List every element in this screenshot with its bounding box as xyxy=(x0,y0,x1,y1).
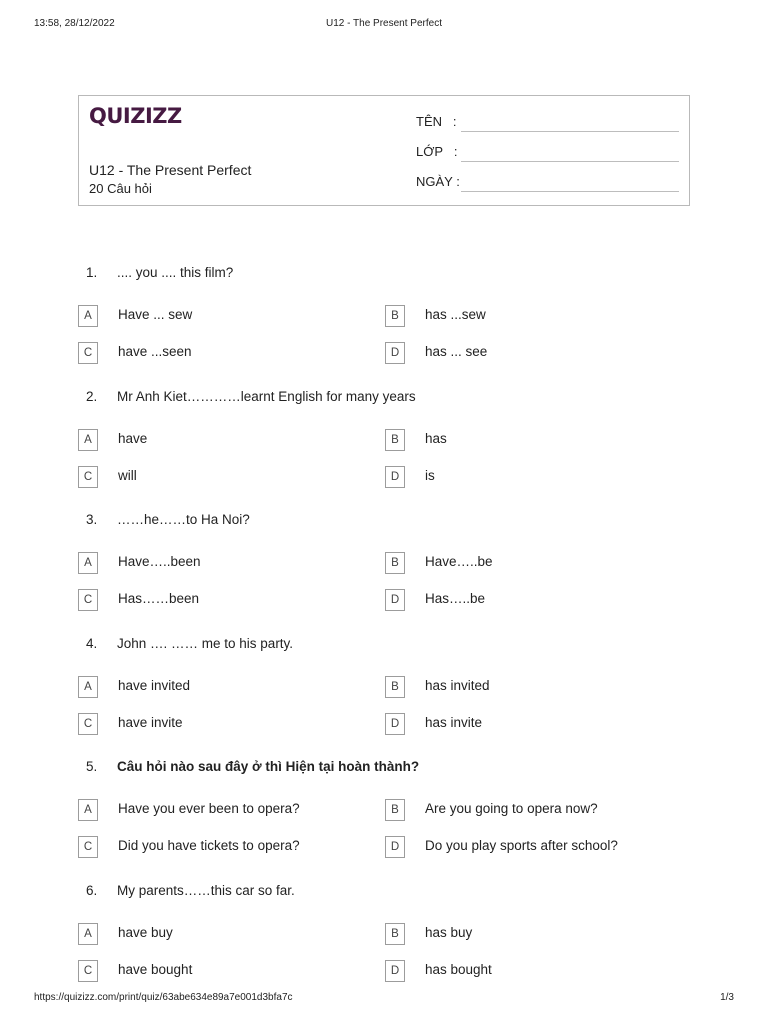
option-letter-box: A xyxy=(78,799,98,821)
class-line xyxy=(461,161,679,162)
quiz-header-box xyxy=(78,95,690,206)
date-field[interactable] xyxy=(416,174,686,204)
option-letter-box: A xyxy=(78,552,98,574)
option-text: Has……been xyxy=(118,591,200,606)
option-text: has ... see xyxy=(425,344,488,359)
question-number: 6. xyxy=(86,882,98,898)
student-fields xyxy=(416,114,686,204)
answer-option[interactable] xyxy=(385,923,685,947)
class-label: LỚP : xyxy=(416,144,458,159)
answer-option[interactable] xyxy=(385,466,685,490)
answer-option[interactable] xyxy=(385,836,685,860)
option-text: Have you ever been to opera? xyxy=(118,801,300,816)
answer-option[interactable] xyxy=(385,342,685,366)
name-field[interactable] xyxy=(416,114,686,144)
answer-option[interactable] xyxy=(78,960,378,984)
answer-option[interactable] xyxy=(78,923,378,947)
option-letter-box: B xyxy=(385,429,405,451)
option-text: have buy xyxy=(118,924,173,940)
quizizz-logo: QUIZIZZ xyxy=(89,104,182,128)
question-number: 3. xyxy=(86,512,98,527)
option-text: Did you have tickets to opera? xyxy=(118,838,300,853)
question-number: 2. xyxy=(86,388,98,404)
option-text: has invite xyxy=(425,714,483,730)
page-number: 1/3 xyxy=(720,992,734,1003)
question-text: .... you .... this film? xyxy=(117,265,234,280)
option-text: has bought xyxy=(425,961,492,977)
question-number: 4. xyxy=(86,635,98,651)
date-label: NGÀY : xyxy=(416,174,460,189)
answer-option[interactable] xyxy=(385,429,685,453)
question-text: Câu hỏi nào sau đây ở thì Hiện tại hoàn thành? xyxy=(117,759,420,774)
page-url: https://quizizz.com/print/quiz/63abe634e89a7e001d3bfa7c xyxy=(34,992,293,1003)
option-letter-box: D xyxy=(385,836,405,858)
question-text: Mr Anh Kiet…………learnt English for many years xyxy=(117,388,416,404)
option-text: has xyxy=(425,430,447,446)
option-letter-box: A xyxy=(78,429,98,451)
option-letter-box: B xyxy=(385,305,405,327)
print-timestamp: 13:58, 28/12/2022 xyxy=(34,18,115,29)
option-letter-box: D xyxy=(385,342,405,364)
answer-option[interactable] xyxy=(78,305,378,329)
answer-option[interactable] xyxy=(78,466,378,490)
option-letter-box: A xyxy=(78,923,98,945)
option-text: have invite xyxy=(118,714,183,730)
option-text: have bought xyxy=(118,961,193,977)
question-text: My parents……this car so far. xyxy=(117,882,295,898)
answer-option[interactable] xyxy=(78,676,378,700)
option-letter-box: B xyxy=(385,923,405,945)
class-field[interactable] xyxy=(416,144,686,174)
option-text: Has…..be xyxy=(425,591,486,606)
option-letter-box: C xyxy=(78,960,98,982)
answer-option[interactable] xyxy=(385,799,685,823)
option-text: Have…..be xyxy=(425,554,493,569)
option-letter-box: D xyxy=(385,960,405,982)
option-letter-box: C xyxy=(78,466,98,488)
answer-option[interactable] xyxy=(78,713,378,737)
option-letter-box: A xyxy=(78,305,98,327)
option-letter-box: C xyxy=(78,713,98,735)
answer-option[interactable] xyxy=(78,342,378,366)
answer-option[interactable] xyxy=(385,552,685,576)
option-text: will xyxy=(118,467,137,483)
option-letter-box: B xyxy=(385,676,405,698)
option-letter-box: C xyxy=(78,342,98,364)
option-letter-box: B xyxy=(385,799,405,821)
option-text: Are you going to opera now? xyxy=(425,801,598,816)
question-number: 1. xyxy=(86,265,98,280)
name-label: TÊN : xyxy=(416,114,457,129)
question-number: 5. xyxy=(86,759,98,774)
option-letter-box: C xyxy=(78,589,98,611)
option-letter-box: C xyxy=(78,836,98,858)
option-text: have xyxy=(118,430,148,446)
answer-option[interactable] xyxy=(78,429,378,453)
answer-option[interactable] xyxy=(385,960,685,984)
answer-option[interactable] xyxy=(385,676,685,700)
option-letter-box: B xyxy=(385,552,405,574)
option-text: has invited xyxy=(425,677,490,693)
option-text: have invited xyxy=(118,677,191,693)
option-letter-box: A xyxy=(78,676,98,698)
option-text: Have ... sew xyxy=(118,307,193,322)
answer-option[interactable] xyxy=(78,552,378,576)
option-text: Have…..been xyxy=(118,554,201,569)
print-header xyxy=(0,18,768,32)
option-letter-box: D xyxy=(385,466,405,488)
option-text: Do you play sports after school? xyxy=(425,838,618,853)
date-line xyxy=(461,191,679,192)
answer-option[interactable] xyxy=(78,589,378,613)
question-text: ……he……to Ha Noi? xyxy=(117,512,250,527)
print-title: U12 - The Present Perfect xyxy=(326,18,442,29)
question-count: 20 Câu hỏi xyxy=(89,181,152,196)
name-line xyxy=(461,131,679,132)
answer-option[interactable] xyxy=(385,713,685,737)
option-text: is xyxy=(425,467,435,483)
option-letter-box: D xyxy=(385,589,405,611)
option-text: has buy xyxy=(425,924,473,940)
option-text: has ...sew xyxy=(425,307,486,322)
answer-option[interactable] xyxy=(385,305,685,329)
answer-option[interactable] xyxy=(78,799,378,823)
answer-option[interactable] xyxy=(385,589,685,613)
answer-option[interactable] xyxy=(78,836,378,860)
option-text: have ...seen xyxy=(118,344,192,359)
option-letter-box: D xyxy=(385,713,405,735)
question-text: John …. …… me to his party. xyxy=(117,635,294,651)
quiz-title: U12 - The Present Perfect xyxy=(89,162,252,178)
